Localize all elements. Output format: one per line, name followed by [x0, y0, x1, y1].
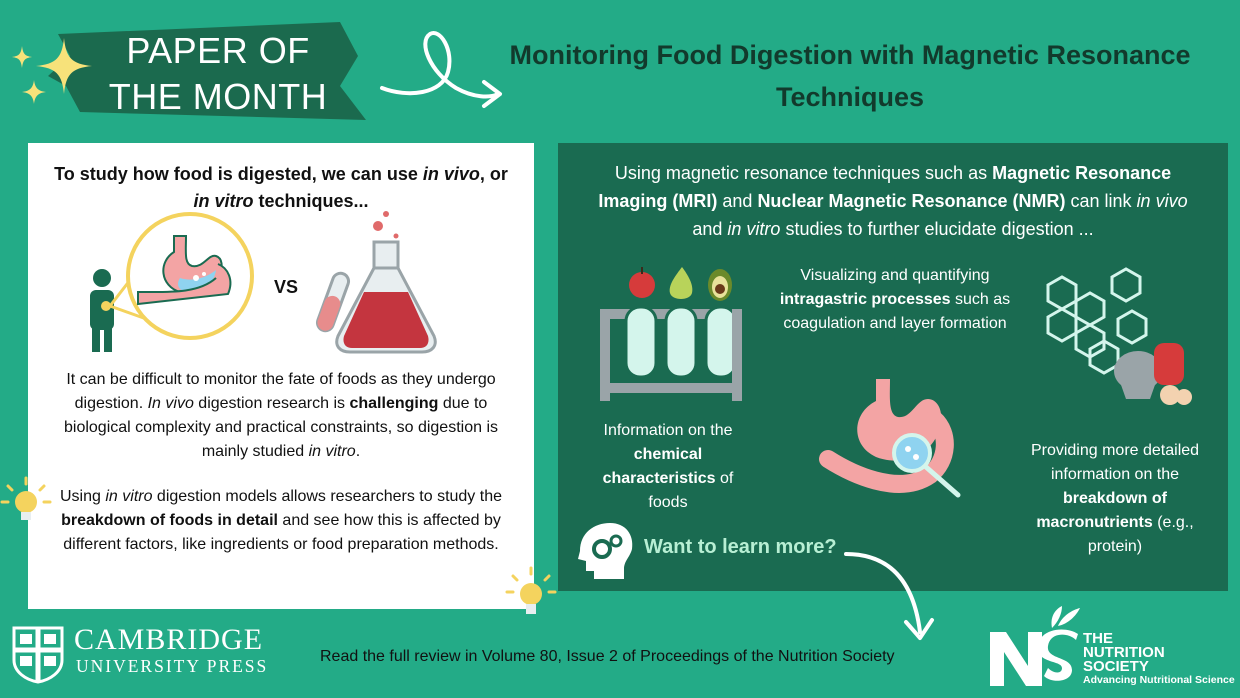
text-part: challenging [349, 395, 439, 412]
heading-part: , or [479, 164, 508, 184]
want-to-learn-more-link[interactable]: Want to learn more? [644, 536, 837, 558]
intragastric-processes-text [778, 264, 1012, 336]
text-part: can link [1065, 191, 1137, 211]
text-part: breakdown of foods in detail [61, 512, 278, 529]
left-paragraph-1 [44, 368, 518, 464]
text-part: of foods [648, 470, 734, 511]
text-part: in vitro [105, 488, 153, 505]
banner-title: PAPER OF THE MONTH [108, 30, 328, 117]
text-part: It can be difficult to monitor the fate of foods as they undergo digestion. [66, 371, 496, 412]
macronutrients-text [1020, 439, 1210, 559]
text-part: in vitro [308, 443, 356, 460]
cambridge-subtitle: UNIVERSITY PRESS [76, 656, 269, 676]
person-icon [90, 269, 114, 352]
footer-reference: Read the full review in Volume 80, Issue 2 of Proceedings of the Nutrition Society [320, 648, 895, 665]
left-paragraph-2 [44, 485, 518, 557]
text-part: digestion research is [193, 395, 350, 412]
chemical-characteristics-text [588, 419, 748, 515]
curved-arrow-down-icon [842, 548, 942, 644]
text-part: and [692, 219, 728, 239]
text-part: Information on the [603, 422, 733, 439]
head-gears-icon [572, 521, 636, 581]
text-part: studies to further elucidate digestion ... [780, 219, 1094, 239]
main-title: Monitoring Food Digestion with Magnetic Resonance Techniques [509, 40, 1191, 112]
text-part: and see how this is affected by different factors, like ingredients or food preparation methods. [63, 512, 501, 553]
lightbulb-icon [0, 476, 52, 528]
ns-line: THE [1083, 630, 1113, 647]
text-part: breakdown of macronutrients [1036, 490, 1167, 531]
left-panel [28, 143, 534, 609]
cambridge-crest-logo [12, 626, 64, 684]
protein-foods-icon [1114, 343, 1192, 405]
text-part: in vivo [1136, 191, 1188, 211]
text-part: Nuclear Magnetic Resonance (NMR) [757, 191, 1066, 211]
left-heading [44, 161, 518, 215]
text-part: due to biological complexity and practical constraints, so digestion is mainly studied [64, 395, 498, 460]
cambridge-wordmark: CAMBRIDGE [74, 623, 264, 656]
stomach-magnifier-icon [828, 379, 958, 495]
text-part: such as coagulation and layer formation [783, 291, 1011, 332]
text-part: (e.g., protein) [1087, 514, 1194, 555]
nutrition-society-name [1083, 632, 1165, 674]
ns-line: NUTRITION [1083, 644, 1165, 661]
text-part: In vivo [147, 395, 194, 412]
flask-and-test-tube-icon [315, 211, 435, 352]
text-part: Visualizing and quantifying [800, 267, 990, 284]
text-part: Providing more detailed information on the [1030, 442, 1200, 483]
sparkles-icon [8, 36, 98, 116]
heading-part: techniques... [253, 191, 369, 211]
heading-part: in vivo [422, 164, 480, 184]
heading-part: To study how food is digested, we can use [54, 164, 423, 184]
text-part: and [717, 191, 758, 211]
text-part: chemical characteristics [602, 446, 716, 487]
stomach-magnified-icon [128, 214, 252, 338]
nutrition-society-tagline: Advancing Nutritional Science [1083, 674, 1235, 686]
text-part: . [355, 443, 361, 460]
ns-line: SOCIETY [1083, 658, 1149, 675]
right-panel [558, 143, 1228, 591]
text-part: Using [60, 488, 106, 505]
text-part: Magnetic Resonance Imaging (MRI) [598, 163, 1172, 211]
text-part: Using magnetic resonance techniques such as [614, 163, 993, 183]
food-test-tubes-icon [600, 267, 742, 401]
lightbulb-icon [505, 566, 557, 622]
nutrition-society-logo [988, 606, 1080, 690]
heading-part: in vitro [193, 191, 254, 211]
vs-label: VS [274, 277, 299, 297]
text-part: digestion models allows researchers to study the [152, 488, 502, 505]
text-part: intragastric processes [779, 291, 951, 308]
text-part: in vitro [727, 219, 781, 239]
